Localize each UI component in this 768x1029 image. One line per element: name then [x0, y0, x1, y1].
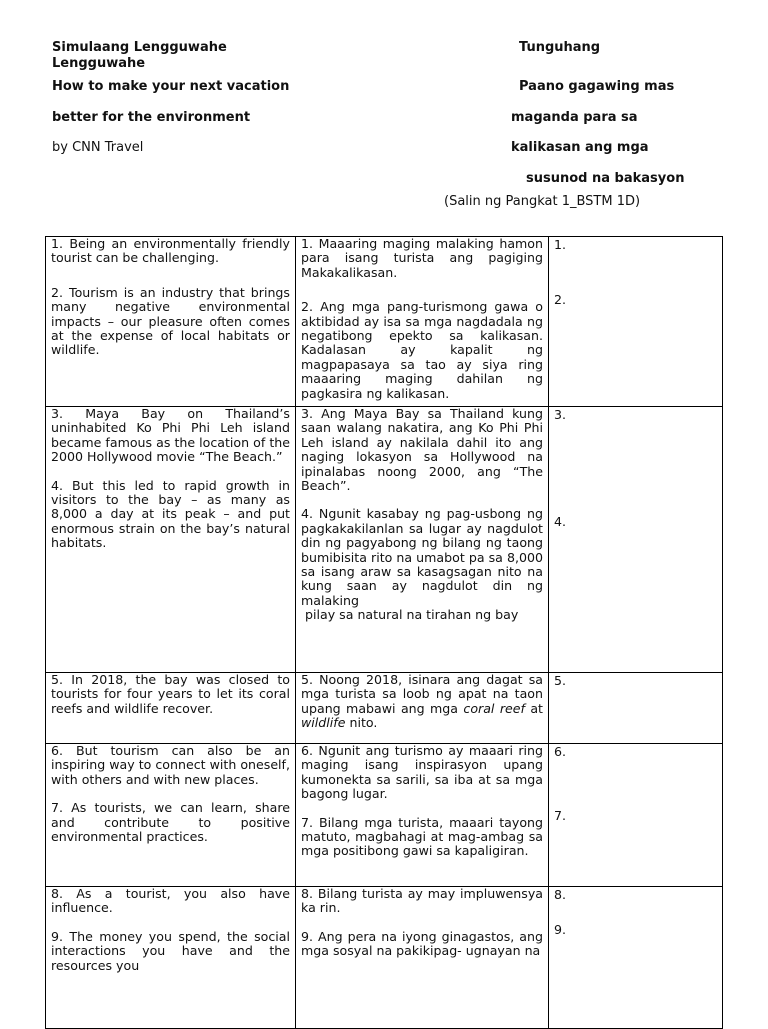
- table-row: [46, 237, 723, 407]
- source-language-heading-cont: Lengguwahe: [52, 56, 146, 71]
- row-number: 4.: [554, 514, 567, 530]
- source-cell: [46, 237, 296, 407]
- source-sentence-3: 3. Maya Bay on Thailand’s uninhabited Ko Phi Phi Leh island became famous as the location of the 2000 Hollywood movie “The Beach.”: [51, 406, 290, 465]
- row-number: 6.: [554, 744, 567, 759]
- source-sentence-1: 1. Being an environmentally friendly tourist can be challenging.: [51, 236, 290, 266]
- row-number: 7.: [554, 808, 567, 824]
- target-cell: [296, 887, 549, 1029]
- row-number: 9.: [554, 922, 567, 938]
- italic-term: wildlife: [301, 715, 346, 731]
- notes-cell: [549, 744, 723, 887]
- notes-cell: [549, 887, 723, 1029]
- source-cell: [46, 673, 296, 744]
- translation-table: [45, 236, 723, 1029]
- target-cell: [296, 237, 549, 407]
- source-title-line-1: How to make your next vacation: [52, 79, 290, 94]
- source-title-line-2: better for the environment: [52, 110, 251, 125]
- table-row: [46, 673, 723, 744]
- source-sentence-8: 8. As a tourist, you also have influence.: [51, 886, 290, 916]
- target-sentence-5: 5. Noong 2018, isinara ang dagat sa mga turista sa loob ng apat na taon upang mabawi ang mga coral reef at wildlife nito.: [301, 672, 543, 731]
- translator-note: (Salin ng Pangkat 1_BSTM 1D): [444, 194, 641, 209]
- byline: by CNN Travel: [52, 140, 144, 155]
- notes-cell: [549, 237, 723, 407]
- row-number: 3.: [554, 407, 567, 422]
- target-title-line-4: susunod na bakasyon: [526, 171, 685, 186]
- source-sentence-2: 2. Tourism is an industry that brings many negative environmental impacts – our pleasure often comes at the expense of local habitats or wildlife.: [51, 284, 290, 358]
- source-cell: [46, 744, 296, 887]
- row-number: 8.: [554, 887, 567, 902]
- source-language-heading: Simulaang Lengguwahe: [52, 40, 227, 55]
- source-sentence-7: 7. As tourists, we can learn, share and contribute to positive environmental practices.: [51, 800, 290, 845]
- row-number: 1.: [554, 237, 567, 252]
- target-sentence-9: 9. Ang pera na iyong ginagastos, ang mga sosyal na pakikipag- ugnayan na: [301, 928, 543, 959]
- source-sentence-5: 5. In 2018, the bay was closed to tourists for four years to let its coral reefs and wildlife recover.: [51, 672, 290, 716]
- target-sentence-6: 6. Ngunit ang turismo ay maaari ring maging isang inspirasyon upang kumonekta sa sarili, sa iba at sa mga bagong lugar.: [301, 743, 543, 802]
- target-language-heading: Tunguhang: [519, 40, 601, 55]
- target-cell: [296, 407, 549, 673]
- target-sentence-3: 3. Ang Maya Bay sa Thailand kung saan walang nakatira, ang Ko Phi Phi Leh island ay nakilala dahil ito ang naging lokasyon sa Hollywood na ipinalabas noong 2000, ang “The Beach”.: [301, 406, 543, 494]
- target-sentence-2: 2. Ang mga pang-turismong gawa o aktibidad ay isa sa mga nagdadala ng negatibong epekto sa kalikasan. Kadalasan ay kapalit ng magpapasaya sa tao ay siya ring maaaring maging dahilan ng pagkasira ng kalikasan.: [301, 299, 543, 401]
- target-sentence-8: 8. Bilang turista ay may impluwensya ka rin.: [301, 886, 543, 916]
- source-sentence-9: 9. The money you spend, the social interactions you have and the resources you: [51, 928, 290, 973]
- target-cell: [296, 673, 549, 744]
- notes-cell: [549, 673, 723, 744]
- italic-term: coral reef: [463, 700, 525, 716]
- row-number: 2.: [554, 292, 567, 308]
- table-row: [46, 407, 723, 673]
- target-title-line-3: kalikasan ang mga: [511, 140, 649, 155]
- target-sentence-4: 4. Ngunit kasabay ng pag-usbong ng pagkakakilanlan sa lugar ay nagdulot din ng pagyabong ng bilang ng taong bumibisita rito na umabot pa sa 8,000 sa isang araw sa kasagsagan nito na kung saan ay nagdulot din ng malaking: [301, 506, 543, 608]
- target-sentence-1: 1. Maaaring maging malaking hamon para isang turista ang pagiging Makakalikasan.: [301, 236, 543, 280]
- table-row: [46, 887, 723, 1029]
- target-title-line-2: maganda para sa: [511, 110, 638, 125]
- target-sentence-7: 7. Bilang mga turista, maaari tayong matuto, magbahagi at mag-ambag sa mga positibong gawi sa kapaligiran.: [301, 814, 543, 859]
- source-sentence-4: 4. But this led to rapid growth in visitors to the bay – as many as 8,000 a day at its peak – and put enormous strain on the bay’s natural habitats.: [51, 477, 290, 551]
- target-title-line-1: Paano gagawing mas: [519, 79, 675, 94]
- source-sentence-6: 6. But tourism can also be an inspiring way to connect with oneself, with others and with new places.: [51, 743, 290, 787]
- row-number: 5.: [554, 673, 567, 688]
- target-cell: [296, 744, 549, 887]
- table-row: [46, 744, 723, 887]
- source-cell: [46, 887, 296, 1029]
- notes-cell: [549, 407, 723, 673]
- source-cell: [46, 407, 296, 673]
- target-sentence-4-cont: pilay sa natural na tirahan ng bay: [305, 607, 519, 623]
